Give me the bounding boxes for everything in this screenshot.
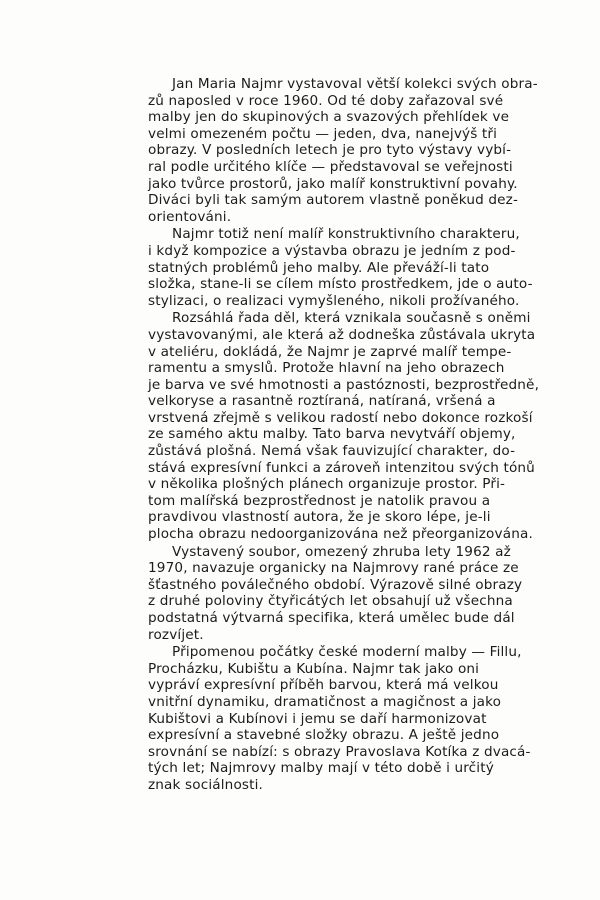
text-line: vypráví expresívní příběh barvou, která má velkou bbox=[148, 677, 499, 694]
text-line: stává expresívní funkci a zároveň intenzitou svých tónů bbox=[148, 459, 535, 476]
paragraph-1 bbox=[148, 76, 564, 225]
text-line: stylizaci, o realizaci vymyšleného, nikoli prožívaného. bbox=[148, 292, 520, 309]
paragraph-5 bbox=[148, 644, 564, 793]
text-line: Připomenou počátky české moderní malby — Fillu, bbox=[172, 644, 522, 661]
text-line: obrazy. V posledních letech je pro tyto výstavy vybí- bbox=[148, 142, 512, 159]
text-line: složka, stane-li se cílem místo prostředkem, jde o auto- bbox=[148, 276, 533, 293]
text-line: znak sociálnosti. bbox=[148, 776, 264, 793]
text-line: srovnání se nabízí: s obrazy Pravoslava Kotíka z dvacá- bbox=[148, 743, 531, 760]
text-line: zůstává plošná. Nemá však fauvizující charakter, do- bbox=[148, 443, 516, 460]
text-line: podstatná výtvarná specifika, která umělec bude dál bbox=[148, 610, 515, 626]
text-line: velkoryse a rasantně roztíraná, natíraná, vršená a bbox=[148, 393, 496, 410]
text-line: malby jen do skupinových a svazových přehlídek ve bbox=[148, 109, 510, 126]
body-text bbox=[148, 76, 564, 795]
text-line: Vystavený soubor, omezený zhruba lety 1962 až bbox=[172, 543, 511, 560]
text-line: Diváci byli tak samým autorem vlastně poněkud dez- bbox=[148, 192, 519, 209]
text-line: ramentu a smyslů. Protože hlavní na jeho obrazech bbox=[148, 360, 505, 377]
text-line: 1970, navazuje organicky na Najmrovy rané práce ze bbox=[148, 560, 519, 577]
text-line: Procházku, Kubištu a Kubína. Najmr tak jako oni bbox=[148, 660, 480, 677]
text-line: tých let; Najmrovy malby mají v této době i určitý bbox=[148, 760, 494, 777]
text-line: statných problémů jeho malby. Ale převáží-li tato bbox=[148, 259, 490, 276]
text-line: orientováni. bbox=[148, 208, 232, 225]
paragraph-3 bbox=[148, 310, 564, 542]
text-line: tom malířská bezprostřednost je natolik pravou a bbox=[148, 492, 491, 509]
paragraph-2 bbox=[148, 226, 564, 309]
text-line: jako tvůrce prostorů, jako malíř konstruktivní povahy. bbox=[148, 175, 518, 192]
text-line: Rozsáhlá řada děl, která vznikala současně s oněmi bbox=[172, 310, 531, 327]
text-line: v ateliéru, dokládá, že Najmr je zaprvé malíř tempe- bbox=[148, 343, 512, 360]
text-line: plocha obrazu nedoorganizována než přeorganizována. bbox=[148, 526, 533, 543]
text-line: velmi omezeném počtu — jeden, dva, nanejvýš tři bbox=[148, 125, 498, 142]
text-line: Jan Maria Najmr vystavoval větší kolekci svých obra- bbox=[172, 76, 538, 92]
text-line: rozvíjet. bbox=[148, 626, 204, 643]
text-line: šťastného poválečného období. Výrazově silné obrazy bbox=[148, 576, 523, 593]
text-line: z druhé poloviny čtyřicátých let obsahují už všechna bbox=[148, 593, 513, 610]
text-line: i když kompozice a výstavba obrazu je jedním z pod- bbox=[148, 242, 516, 259]
text-line: pravdivou vlastností autora, že je skoro lépe, je-li bbox=[148, 509, 491, 526]
text-line: Kubištovi a Kubínovi i jemu se daří harmonizovat bbox=[148, 710, 487, 727]
text-line: Najmr totiž není malíř konstruktivního charakteru, bbox=[172, 226, 520, 243]
text-line: ral podle určitého klíče — představoval se veřejnosti bbox=[148, 158, 513, 175]
text-line: je barva ve své hmotnosti a pastóznosti, bezprostředně, bbox=[148, 376, 540, 393]
text-line: vystavovanými, ale která až dodneška zůstávala ukryta bbox=[148, 326, 536, 343]
text-line: zů naposled v roce 1960. Od té doby zařazoval své bbox=[148, 92, 504, 109]
text-line: ze samého aktu malby. Tato barva nevytváří objemy, bbox=[148, 426, 516, 443]
text-line: vrstvená zřejmě s velikou radostí nebo dokonce rozkoší bbox=[148, 409, 533, 426]
paragraph-4 bbox=[148, 544, 564, 644]
text-line: v několika plošných plánech organizuje prostor. Při- bbox=[148, 476, 506, 493]
text-line: expresívní a stavebné složky obrazu. A ještě jedno bbox=[148, 727, 500, 744]
text-line: vnitřní dynamiku, dramatičnost a magičnost a jako bbox=[148, 693, 502, 710]
